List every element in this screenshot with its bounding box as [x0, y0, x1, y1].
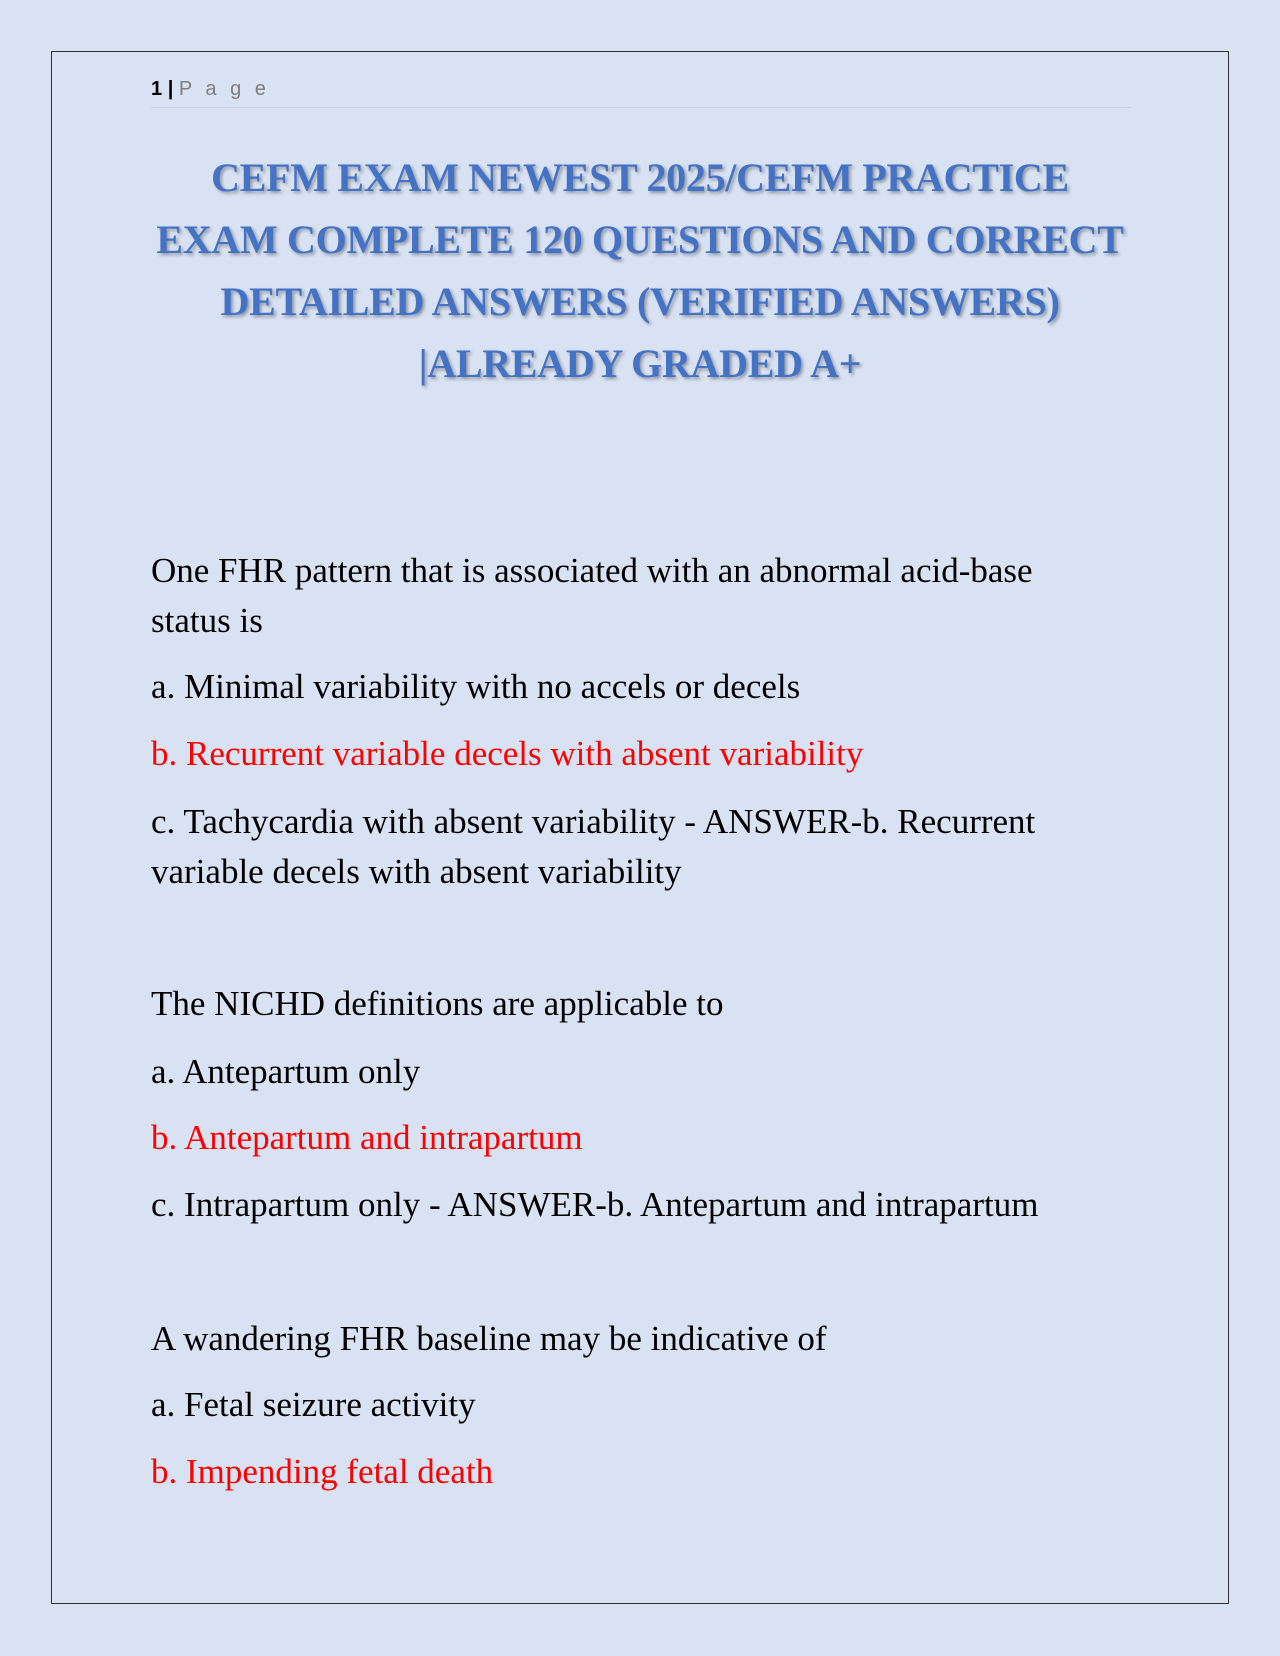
document-title: CEFM EXAM NEWEST 2025/CEFM PRACTICE EXAM COMPLETE 120 QUESTIONS AND CORRECT DETAILED ANSWERS (VERIFIED ANSWERS) |ALREADY GRADED A+ [156, 155, 1124, 386]
q1-option-a: a. Minimal variability with no accels or decels [151, 667, 801, 706]
q1-option-b-correct: b. Recurrent variable decels with absent variability [151, 734, 864, 773]
q3-option-a: a. Fetal seizure activity [151, 1385, 476, 1424]
header-separator: | [167, 78, 174, 100]
question-1: One FHR pattern that is associated with an abnormal acid-base status is [151, 551, 1033, 640]
q2-option-c-answer: c. Intrapartum only - ANSWER-b. Antepartum and intrapartum [151, 1185, 1039, 1224]
q2-option-b-correct: b. Antepartum and intrapartum [151, 1118, 583, 1157]
q1-option-c-answer: c. Tachycardia with absent variability - ANSWER-b. Recurrent variable decels with absent variability [151, 802, 1036, 891]
header-rule [151, 107, 1131, 108]
page-number: 1 [151, 78, 163, 100]
q2-option-a: a. Antepartum only [151, 1052, 421, 1091]
question-3: A wandering FHR baseline may be indicative of [151, 1319, 827, 1358]
question-2: The NICHD definitions are applicable to [151, 984, 724, 1023]
q3-option-b-correct: b. Impending fetal death [151, 1452, 494, 1491]
page-header [151, 78, 270, 101]
page-label: P a g e [178, 78, 270, 100]
